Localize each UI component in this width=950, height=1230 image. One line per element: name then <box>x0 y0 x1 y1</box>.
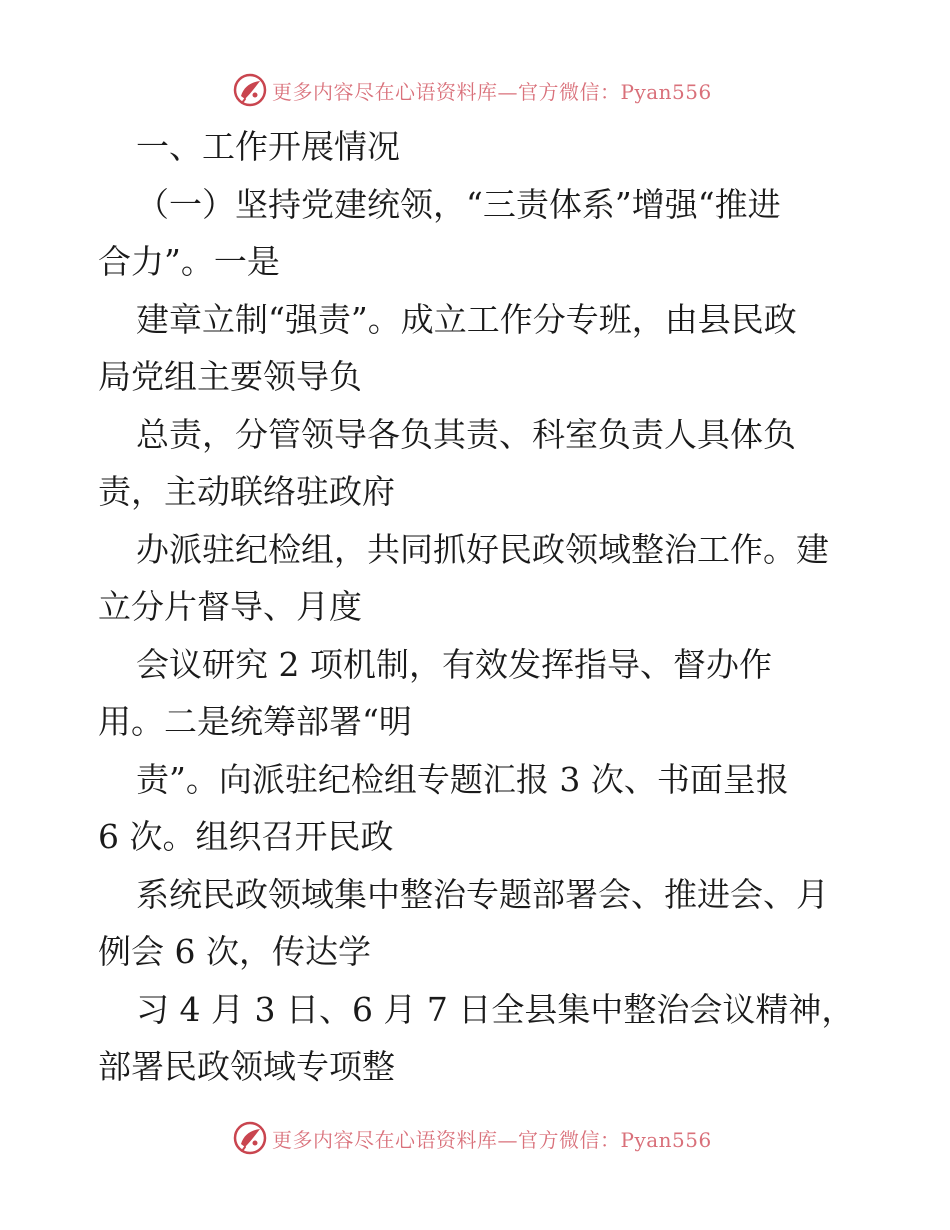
text-line: 习 4 月 3 日、6 月 7 日全县集中整治会议精神， <box>136 989 855 1029</box>
text-line: 一、工作开展情况 <box>136 127 400 166</box>
paragraph <box>98 751 858 866</box>
seal-logo-icon <box>232 1120 268 1156</box>
paragraph <box>98 176 858 291</box>
header-watermark <box>232 70 722 110</box>
paragraph <box>98 981 858 1096</box>
paragraph <box>98 866 858 981</box>
text-line: 合力”。一是 <box>98 242 280 281</box>
text-line: 建章立制“强责”。成立工作分专班，由县民政 <box>136 299 797 339</box>
text-line: 总责，分管领导各负其责、科室负责人具体负 <box>136 414 796 454</box>
text-line: 部署民政领域专项整 <box>98 1047 395 1086</box>
text-line: 会议研究 2 项机制，有效发挥指导、督办作 <box>136 644 772 684</box>
seal-logo-icon <box>232 72 268 108</box>
section-heading <box>98 118 858 176</box>
paragraph <box>98 291 858 406</box>
text-line: 6 次。组织召开民政 <box>98 817 394 856</box>
text-line: 局党组主要领导负 <box>98 357 362 396</box>
text-line: 办派驻纪检组，共同抓好民政领域整治工作。建 <box>136 529 829 569</box>
text-line: 责，主动联络驻政府 <box>98 472 395 511</box>
body-text <box>98 118 858 1096</box>
watermark-text: 更多内容尽在心语资料库—官方微信：Pyan556 <box>272 1127 712 1152</box>
text-line: 用。二是统筹部署“明 <box>98 702 412 741</box>
text-line: 立分片督导、月度 <box>98 587 362 626</box>
paragraph <box>98 521 858 636</box>
footer-watermark <box>232 1118 722 1158</box>
watermark-text: 更多内容尽在心语资料库—官方微信：Pyan556 <box>272 79 712 104</box>
text-line: 例会 6 次，传达学 <box>98 932 371 971</box>
paragraph <box>98 406 858 521</box>
text-line: 系统民政领域集中整治专题部署会、推进会、月 <box>136 874 829 914</box>
text-line: 责”。向派驻纪检组专题汇报 3 次、书面呈报 <box>136 759 789 799</box>
paragraph <box>98 636 858 751</box>
text-line: （一）坚持党建统领，“三责体系”增强“推进 <box>136 184 781 224</box>
